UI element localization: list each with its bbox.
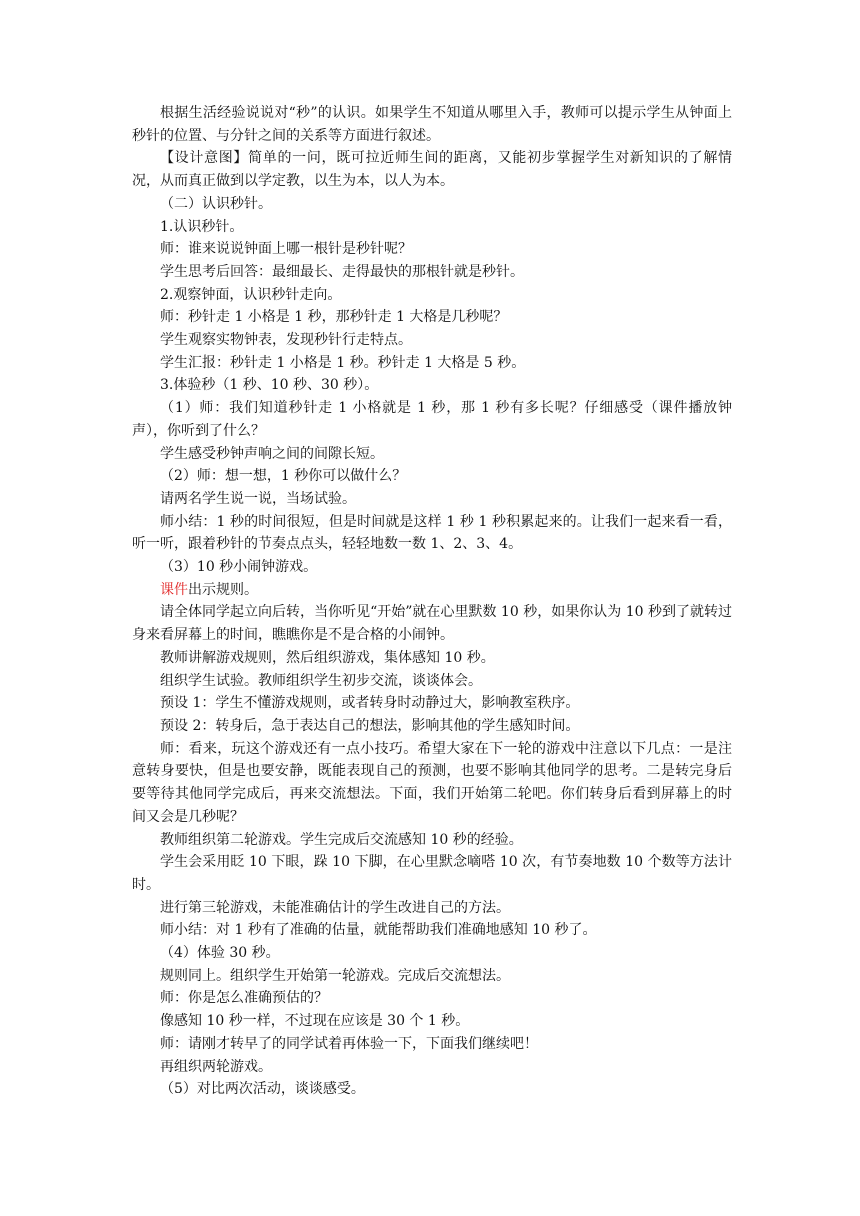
paragraph: [132, 579, 732, 602]
paragraph: [132, 601, 732, 646]
paragraph-text: 请全体同学起立向后转，当你听见“开始”就在心里默数 10 秒，如果你认为 10 秒到了就转过身来看屏幕上的时间，瞧瞧你是不是合格的小闹钟。: [132, 604, 732, 644]
paragraph-text: 师：谁来说说钟面上哪一根针是秒针呢？: [160, 241, 412, 258]
paragraph: [132, 851, 732, 896]
paragraph-text: 学生汇报：秒针走 1 小格是 1 秒。秒针走 1 大格是 5 秒。: [160, 354, 526, 371]
paragraph-text: 出示规则。: [188, 581, 258, 598]
paragraph: [132, 647, 732, 670]
paragraph-text: 【设计意图】简单的一问，既可拉近师生间的距离，又能初步掌握学生对新知识的了解情况，从而真正做到以学定教，以生为本，以人为本。: [132, 150, 732, 190]
paragraph: [132, 942, 732, 965]
paragraph-text: 再组织两轮游戏。: [160, 1058, 272, 1075]
paragraph-text: 根据生活经验说说对“秒”的认识。如果学生不知道从哪里入手，教师可以提示学生从钟面上秒针的位置、与分针之间的关系等方面进行叙述。: [132, 105, 732, 144]
paragraph: [132, 374, 732, 397]
paragraph-text: 预设 1：学生不懂游戏规则，或者转身时动静过大，影响教室秩序。: [160, 695, 580, 712]
paragraph: [132, 238, 732, 261]
paragraph-text: 像感知 10 秒一样，不过现在应该是 30 个 1 秒。: [160, 1013, 470, 1030]
paragraph-text: 师：秒针走 1 小格是 1 秒，那秒针走 1 大格是几秒呢？: [160, 309, 508, 326]
paragraph: [132, 261, 732, 284]
paragraph: [132, 1033, 732, 1056]
paragraph: [132, 987, 732, 1010]
paragraph: [132, 1056, 732, 1079]
paragraph: [132, 193, 732, 216]
paragraph: [132, 306, 732, 329]
paragraph-text: 规则同上。组织学生开始第一轮游戏。完成后交流想法。: [160, 967, 510, 984]
paragraph: [132, 919, 732, 942]
paragraph-text: 进行第三轮游戏，未能准确估计的学生改进自己的方法。: [160, 899, 510, 916]
paragraph-text: （3）10 秒小闹钟游戏。: [160, 559, 318, 576]
paragraph: [132, 465, 732, 488]
paragraph: [132, 443, 732, 466]
paragraph-text: 师小结：1 秒的时间很短，但是时间就是这样 1 秒 1 秒积累起来的。让我们一起来看一看，听一听，跟着秒针的节奏点点头，轻轻地数一数 1、2、3、4。: [132, 513, 732, 553]
paragraph: [132, 738, 732, 829]
paragraph: [132, 216, 732, 239]
highlighted-word: 课件: [160, 581, 188, 598]
paragraph: [132, 511, 732, 556]
paragraph: [132, 692, 732, 715]
paragraph-text: 请两名学生说一说，当场试验。: [160, 490, 356, 507]
paragraph: [132, 715, 732, 738]
paragraph: [132, 488, 732, 511]
paragraph-text: 2.观察钟面，认识秒针走向。: [160, 286, 342, 303]
paragraph-text: 师：你是怎么准确预估的？: [160, 990, 328, 1007]
document-body: [132, 102, 732, 1101]
paragraph-text: 1.认识秒针。: [160, 218, 244, 235]
paragraph-text: 组织学生试验。教师组织学生初步交流，谈谈体会。: [160, 672, 482, 689]
paragraph-text: （2）师：想一想，1 秒你可以做什么？: [160, 468, 407, 485]
paragraph: [132, 397, 732, 442]
paragraph-text: 教师讲解游戏规则，然后组织游戏，集体感知 10 秒。: [160, 649, 495, 666]
paragraph: [132, 556, 732, 579]
paragraph-text: 师：请刚才转早了的同学试着再体验一下，下面我们继续吧！: [160, 1035, 538, 1052]
paragraph-text: 预设 2：转身后，急于表达自己的想法，影响其他的学生感知时间。: [160, 717, 580, 734]
paragraph-text: 学生观察实物钟表，发现秒针行走特点。: [160, 332, 412, 349]
paragraph-text: （5）对比两次活动，谈谈感受。: [160, 1081, 365, 1098]
paragraph-text: 学生会采用眨 10 下眼，跺 10 下脚，在心里默念嘀嗒 10 次，有节奏地数 10 个数等方法计时。: [132, 854, 732, 893]
paragraph: [132, 1078, 732, 1101]
paragraph: [132, 965, 732, 988]
paragraph-text: （二）认识秒针。: [160, 195, 272, 212]
paragraph: [132, 670, 732, 693]
paragraph-text: （4）体验 30 秒。: [160, 945, 280, 962]
paragraph: [132, 329, 732, 352]
paragraph: [132, 284, 732, 307]
paragraph-text: 3.体验秒（1 秒、10 秒、30 秒）。: [160, 377, 379, 394]
paragraph: [132, 897, 732, 920]
paragraph-text: 师：看来，玩这个游戏还有一点小技巧。希望大家在下一轮的游戏中注意以下几点：一是注意转身要快，但是也要安静，既能表现自己的预测，也要不影响其他同学的思考。二是转完身后要等待其他同学完成后，再来交流想法。下面，我们开始第二轮吧。你们转身后看到屏幕上的时间又会是几秒呢？: [132, 740, 732, 825]
paragraph: [132, 147, 732, 192]
paragraph-text: 学生感受秒钟声响之间的间隙长短。: [160, 445, 384, 462]
paragraph-text: 学生思考后回答：最细最长、走得最快的那根针就是秒针。: [160, 263, 524, 280]
paragraph: [132, 352, 732, 375]
paragraph: [132, 829, 732, 852]
paragraph-text: （1）师：我们知道秒针走 1 小格就是 1 秒，那 1 秒有多长呢？仔细感受（课件播放钟声），你听到了什么？: [132, 400, 732, 439]
paragraph: [132, 1010, 732, 1033]
paragraph: [132, 102, 732, 147]
paragraph-text: 教师组织第二轮游戏。学生完成后交流感知 10 秒的经验。: [160, 831, 523, 848]
paragraph-text: 师小结：对 1 秒有了准确的估量，就能帮助我们准确地感知 10 秒了。: [160, 922, 597, 939]
